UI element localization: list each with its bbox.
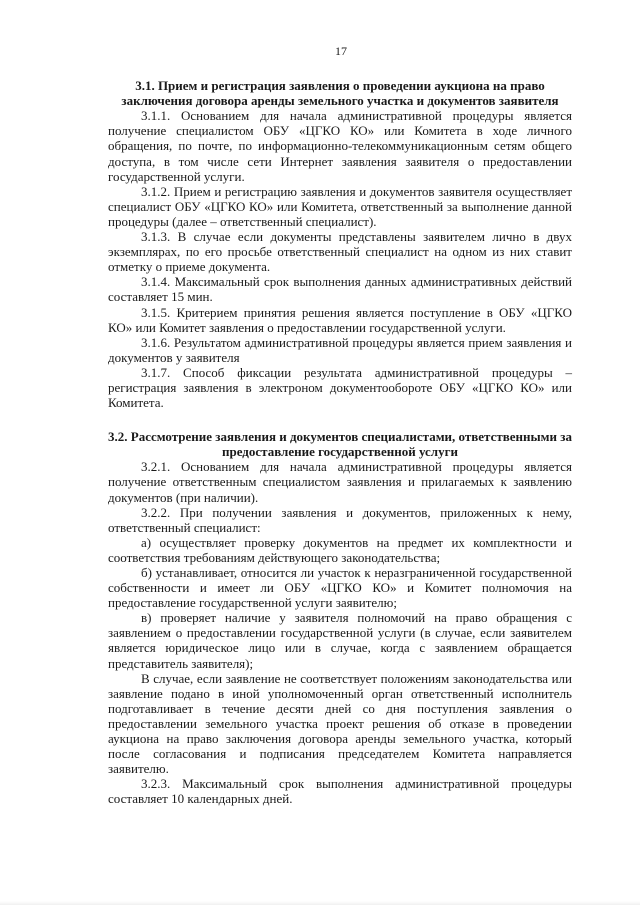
list-item: в) проверяет наличие у заявителя полномочий на право обращения с заявлением о предоставлении государственной услуги (в случае, если заявителем является юридическое лицо или в случае, когда с заявлением обращается представитель заявителя); xyxy=(108,610,572,671)
paragraph: 3.2.3. Максимальный срок выполнения административной процедуры составляет 10 календарных дней. xyxy=(108,776,572,807)
scan-edge xyxy=(0,901,640,905)
paragraph: 3.1.2. Прием и регистрацию заявления и документов заявителя осуществляет специалист ОБУ «ЦГКО КО» или Комитета, ответственный за выполнение данной процедуры (далее – ответственный специалист). xyxy=(108,183,572,229)
paragraph: 3.1.5. Критерием принятия решения является поступление в ОБУ «ЦГКО КО» или Комитет заявления о предоставлении государственной услуги. xyxy=(108,304,572,335)
section-3-2 xyxy=(108,429,572,806)
section-heading: 3.1. Прием и регистрация заявления о проведении аукциона на право заключения договора аренды земельного участка и документов заявителя xyxy=(121,78,559,109)
section-3-1 xyxy=(108,78,572,410)
list-item: а) осуществляет проверку документов на предмет их комплектности и соответствия требованиям действующего законодательства; xyxy=(108,534,572,565)
paragraph: В случае, если заявление не соответствует положениям законодательства или заявление подано в иной уполномоченный орган ответственный исполнитель подготавливает в течение десяти дней со дня поступления заявления о предоставлении земельного участка проект решения об отказе в проведении аукциона на право заключения договора аренды земельного участка, который после согласования и подписания председателем Комитета направляется заявителю. xyxy=(108,670,572,777)
document-page xyxy=(108,44,572,807)
paragraph: 3.2.1. Основанием для начала административной процедуры является получение ответственным специалистом заявления и прилагаемых к заявлению документов (при наличии). xyxy=(108,459,572,505)
section-heading: 3.2. Рассмотрение заявления и документов специалистами, ответственными за предоставление государственной услуги xyxy=(108,429,572,460)
paragraph: 3.1.4. Максимальный срок выполнения данных административных действий составляет 15 мин. xyxy=(108,274,572,305)
paragraph: 3.1.7. Способ фиксации результата административной процедуры – регистрация заявления в электроном документообороте ОБУ «ЦГКО КО» или Комитета. xyxy=(108,364,572,411)
list-item: б) устанавливает, относится ли участок к неразграниченной государственной собственности и имеет ли ОБУ «ЦГКО КО» и Комитет полномочия на предоставление государственной услуги заявителю; xyxy=(108,565,572,611)
paragraph: 3.2.2. При получении заявления и документов, приложенных к нему, ответственный специалист: xyxy=(108,504,572,535)
paragraph: 3.1.6. Результатом административной процедуры является прием заявления и документов у заявителя xyxy=(108,334,572,365)
paragraph: 3.1.3. В случае если документы представлены заявителем лично в двух экземплярах, по его просьбе ответственный специалист на одном из них ставит отметку о приеме документа. xyxy=(108,229,572,275)
page-number: 17 xyxy=(335,44,347,58)
paragraph: 3.1.1. Основанием для начала административной процедуры является получение специалистом ОБУ «ЦГКО КО» или Комитета в ходе личного обращения, по почте, по информационно-телекоммуникационным сетям общего доступа, в том числе сети Интернет заявления заявителя о предоставлении государственной услуги. xyxy=(108,108,572,184)
